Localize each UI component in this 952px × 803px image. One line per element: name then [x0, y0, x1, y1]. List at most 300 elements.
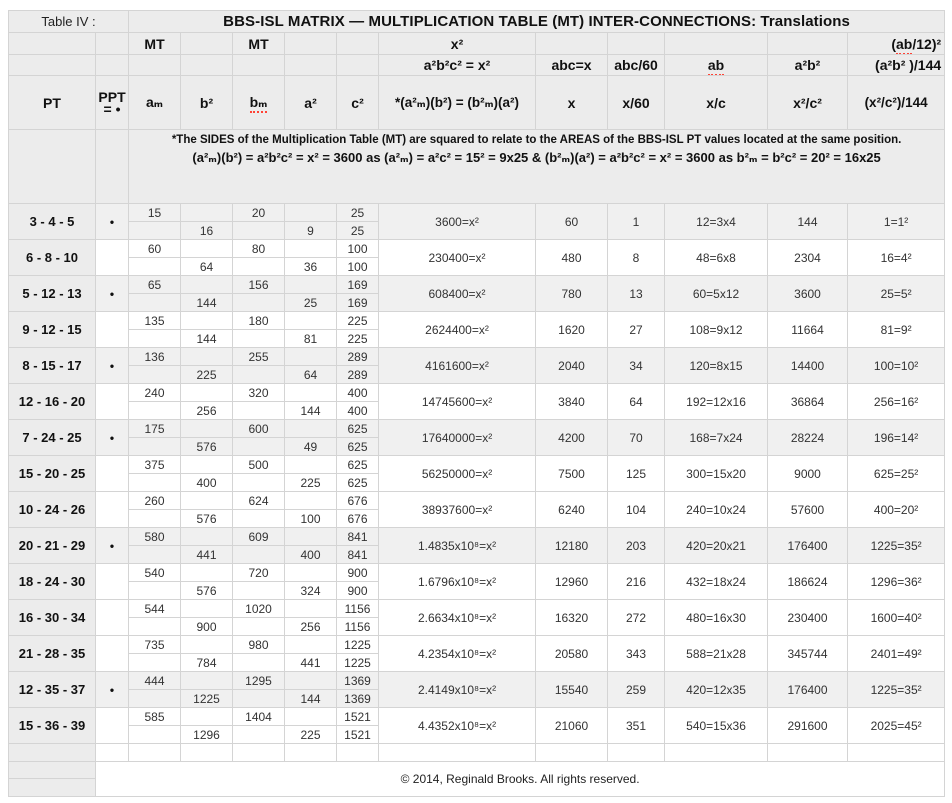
col-header-formula: *(a²ₘ)(b²) = (b²ₘ)(a²) — [379, 76, 536, 130]
pt-label-cell: 12 - 35 - 37 — [9, 672, 96, 708]
bm-empty-cell — [233, 366, 285, 384]
spacer-row — [9, 744, 945, 762]
x2-value-cell: 2.6634x10⁸=x² — [379, 600, 536, 636]
empty-header-cell — [233, 55, 285, 76]
col-header-a2: a² — [285, 76, 337, 130]
b2-empty-cell — [181, 600, 233, 618]
empty-header-cell — [181, 55, 233, 76]
bm-value-cell: 80 — [233, 240, 285, 258]
ppt-dot-cell — [96, 636, 129, 672]
c2-value-cell: 900 — [337, 564, 379, 582]
x2-value-cell: 3600=x² — [379, 204, 536, 240]
x-value-cell: 4200 — [536, 420, 608, 456]
square-value-cell: 400=20² — [848, 492, 945, 528]
col-header-xc: x/c — [665, 76, 768, 130]
x2c2-value-cell: 28224 — [768, 420, 848, 456]
x2c2-value-cell: 14400 — [768, 348, 848, 384]
col-header-x60: x/60 — [608, 76, 665, 130]
pt-label-cell: 20 - 21 - 29 — [9, 528, 96, 564]
b2-value-cell: 441 — [181, 546, 233, 564]
formula-subheader-ab — [665, 55, 768, 76]
x-value-cell: 12960 — [536, 564, 608, 600]
pt-label-cell: 15 - 20 - 25 — [9, 456, 96, 492]
xc-value-cell: 480=16x30 — [665, 600, 768, 636]
x60-value-cell: 34 — [608, 348, 665, 384]
x2c2-value-cell: 345744 — [768, 636, 848, 672]
am-empty-cell — [129, 402, 181, 420]
b2-value-cell: 576 — [181, 510, 233, 528]
x2c2-value-cell: 9000 — [768, 456, 848, 492]
x2c2-value-cell: 144 — [768, 204, 848, 240]
formula-subheader-a2b2: a²b² — [768, 55, 848, 76]
xc-value-cell: 192=12x16 — [665, 384, 768, 420]
bm-value-cell: 720 — [233, 564, 285, 582]
empty-header-cell — [337, 33, 379, 55]
a2-value-cell: 225 — [285, 474, 337, 492]
empty-header-cell — [96, 130, 129, 204]
am-empty-cell — [129, 618, 181, 636]
ppt-dot-cell — [96, 456, 129, 492]
b2-value-cell: 1296 — [181, 726, 233, 744]
b2-empty-cell — [181, 384, 233, 402]
bm-value-cell: 255 — [233, 348, 285, 366]
a2-empty-cell — [285, 564, 337, 582]
x-value-cell: 1620 — [536, 312, 608, 348]
b2-value-cell: 784 — [181, 654, 233, 672]
am-empty-cell — [129, 258, 181, 276]
b2-empty-cell — [181, 528, 233, 546]
bm-value-cell: 1295 — [233, 672, 285, 690]
x60-value-cell: 64 — [608, 384, 665, 420]
c2-value-cell: 169 — [337, 276, 379, 294]
col-header-x: x — [536, 76, 608, 130]
bm-value-cell: 609 — [233, 528, 285, 546]
c2-value-cell: 400 — [337, 384, 379, 402]
am-value-cell: 260 — [129, 492, 181, 510]
a2-value-cell: 36 — [285, 258, 337, 276]
copyright-notice: © 2014, Reginald Brooks. All rights reserved. — [96, 762, 945, 797]
square-value-cell: 1=1² — [848, 204, 945, 240]
am-value-cell: 580 — [129, 528, 181, 546]
bm-value-cell: 156 — [233, 276, 285, 294]
a2-empty-cell — [285, 672, 337, 690]
b2-empty-cell — [181, 708, 233, 726]
c2-value-cell: 289 — [337, 348, 379, 366]
pt-label-cell: 12 - 16 - 20 — [9, 384, 96, 420]
x2c2-value-cell: 176400 — [768, 672, 848, 708]
am-value-cell: 444 — [129, 672, 181, 690]
am-value-cell: 136 — [129, 348, 181, 366]
ppt-dot-cell — [96, 240, 129, 276]
am-value-cell: 375 — [129, 456, 181, 474]
am-value-cell: 65 — [129, 276, 181, 294]
square-value-cell: 25=5² — [848, 276, 945, 312]
footnote-line2: (a²ₘ)(b²) = a²b²c² = x² = 3600 as (a²ₘ) = a²c² = 15² = 9x25 & (b²ₘ)(a²) = a²b²c² = x² = 3600 as b²ₘ = b²c² = 20² = 16x25 — [192, 150, 881, 165]
square-value-cell: 1296=36² — [848, 564, 945, 600]
x60-value-cell: 272 — [608, 600, 665, 636]
b2-value-cell: 144 — [181, 294, 233, 312]
am-empty-cell — [129, 654, 181, 672]
c2-value-cell: 1156 — [337, 600, 379, 618]
x-value-cell: 15540 — [536, 672, 608, 708]
a2-empty-cell — [285, 240, 337, 258]
spacer-cell — [379, 744, 536, 762]
empty-header-cell — [9, 130, 96, 204]
xc-value-cell: 120=8x15 — [665, 348, 768, 384]
a2-value-cell: 400 — [285, 546, 337, 564]
square-value-cell: 196=14² — [848, 420, 945, 456]
x60-value-cell: 104 — [608, 492, 665, 528]
spacer-cell — [181, 744, 233, 762]
table-body — [9, 204, 945, 744]
square-value-cell: 1225=35² — [848, 528, 945, 564]
bm-empty-cell — [233, 474, 285, 492]
x-value-cell: 60 — [536, 204, 608, 240]
b2-value-cell: 576 — [181, 438, 233, 456]
spacer-cell — [285, 744, 337, 762]
b2-empty-cell — [181, 312, 233, 330]
c2-value-cell: 100 — [337, 240, 379, 258]
ppt-dot-cell — [96, 492, 129, 528]
bm-empty-cell — [233, 330, 285, 348]
bm-value-cell: 600 — [233, 420, 285, 438]
ppt-dot-cell: • — [96, 276, 129, 312]
x60-value-cell: 1 — [608, 204, 665, 240]
x60-value-cell: 13 — [608, 276, 665, 312]
ppt-dot-cell — [96, 600, 129, 636]
b2-empty-cell — [181, 564, 233, 582]
bm-empty-cell — [233, 546, 285, 564]
formula-subheader-x: abc=x — [536, 55, 608, 76]
x60-value-cell: 216 — [608, 564, 665, 600]
bm-value-cell: 1020 — [233, 600, 285, 618]
a2-empty-cell — [285, 384, 337, 402]
b2-empty-cell — [181, 276, 233, 294]
a2-empty-cell — [285, 204, 337, 222]
bm-empty-cell — [233, 726, 285, 744]
c2-value-cell: 1369 — [337, 690, 379, 708]
x-value-cell: 3840 — [536, 384, 608, 420]
x2c2-value-cell: 230400 — [768, 600, 848, 636]
am-value-cell: 735 — [129, 636, 181, 654]
x-value-cell: 12180 — [536, 528, 608, 564]
am-empty-cell — [129, 510, 181, 528]
xc-value-cell: 420=20x21 — [665, 528, 768, 564]
spellcheck-squiggle: ab — [708, 57, 724, 76]
xc-value-cell: 300=15x20 — [665, 456, 768, 492]
c2-value-cell: 225 — [337, 312, 379, 330]
x60-value-cell: 203 — [608, 528, 665, 564]
spacer-cell — [129, 744, 181, 762]
b2-value-cell: 144 — [181, 330, 233, 348]
a2-value-cell: 81 — [285, 330, 337, 348]
a2-value-cell: 9 — [285, 222, 337, 240]
a2-empty-cell — [285, 276, 337, 294]
col-header-c2: c² — [337, 76, 379, 130]
x2-value-cell: 2.4149x10⁸=x² — [379, 672, 536, 708]
spacer-cell — [536, 744, 608, 762]
spellcheck-squiggle: ab — [896, 36, 912, 55]
ppt-dot-cell: • — [96, 348, 129, 384]
a2-empty-cell — [285, 492, 337, 510]
col-header-bm — [233, 76, 285, 130]
table-label: Table IV : — [9, 11, 129, 33]
am-value-cell: 540 — [129, 564, 181, 582]
empty-header-cell — [285, 55, 337, 76]
mt-group-header-bm: MT — [233, 33, 285, 55]
a2-empty-cell — [285, 708, 337, 726]
bm-value-cell: 624 — [233, 492, 285, 510]
bm-empty-cell — [233, 402, 285, 420]
footnote-line1: *The SIDES of the Multiplication Table (MT) are squared to relate to the AREAS of the BBS-ISL PT values located at the same position. — [171, 134, 902, 146]
col-header-b2: b² — [181, 76, 233, 130]
ppt-dot-cell: • — [96, 420, 129, 456]
table-header — [9, 11, 945, 204]
spacer-cell — [768, 744, 848, 762]
x2-value-cell: 230400=x² — [379, 240, 536, 276]
a2-empty-cell — [285, 636, 337, 654]
c2-value-cell: 1521 — [337, 708, 379, 726]
c2-value-cell: 841 — [337, 528, 379, 546]
pt-label-cell: 15 - 36 - 39 — [9, 708, 96, 744]
bm-value-cell: 180 — [233, 312, 285, 330]
x60-value-cell: 343 — [608, 636, 665, 672]
col-header-am: aₘ — [129, 76, 181, 130]
spacer-cell — [665, 744, 768, 762]
x2c2-value-cell: 2304 — [768, 240, 848, 276]
x2c2-value-cell: 36864 — [768, 384, 848, 420]
square-value-cell: 81=9² — [848, 312, 945, 348]
spacer-cell — [233, 744, 285, 762]
b2-empty-cell — [181, 636, 233, 654]
c2-value-cell: 225 — [337, 330, 379, 348]
square-value-cell: 1225=35² — [848, 672, 945, 708]
b2-value-cell: 900 — [181, 618, 233, 636]
bm-empty-cell — [233, 294, 285, 312]
square-value-cell: 2025=45² — [848, 708, 945, 744]
pt-label-cell: 10 - 24 - 26 — [9, 492, 96, 528]
bm-empty-cell — [233, 438, 285, 456]
empty-header-cell — [536, 33, 608, 55]
c2-value-cell: 625 — [337, 456, 379, 474]
am-empty-cell — [129, 330, 181, 348]
a2-empty-cell — [285, 312, 337, 330]
x-value-cell: 20580 — [536, 636, 608, 672]
square-value-cell: 100=10² — [848, 348, 945, 384]
x2c2-value-cell: 57600 — [768, 492, 848, 528]
bm-empty-cell — [233, 258, 285, 276]
c2-value-cell: 400 — [337, 402, 379, 420]
x60-value-cell: 125 — [608, 456, 665, 492]
c2-value-cell: 900 — [337, 582, 379, 600]
empty-header-cell — [9, 33, 96, 55]
xc-value-cell: 12=3x4 — [665, 204, 768, 240]
mt-table — [8, 10, 945, 797]
empty-header-cell — [96, 33, 129, 55]
am-empty-cell — [129, 546, 181, 564]
b2-value-cell: 16 — [181, 222, 233, 240]
bm-value-cell: 500 — [233, 456, 285, 474]
empty-header-cell — [665, 33, 768, 55]
bm-value-cell: 320 — [233, 384, 285, 402]
spacer-cell — [608, 744, 665, 762]
square-value-cell: 625=25² — [848, 456, 945, 492]
xc-value-cell: 588=21x28 — [665, 636, 768, 672]
page-title: BBS-ISL MATRIX — MULTIPLICATION TABLE (MT) INTER-CONNECTIONS: Translations — [129, 11, 945, 33]
a2-empty-cell — [285, 348, 337, 366]
xc-value-cell: 432=18x24 — [665, 564, 768, 600]
square-value-cell: 2401=49² — [848, 636, 945, 672]
a2-value-cell: 64 — [285, 366, 337, 384]
x2-value-cell: 17640000=x² — [379, 420, 536, 456]
xc-value-cell: 168=7x24 — [665, 420, 768, 456]
x-value-cell: 7500 — [536, 456, 608, 492]
x-value-cell: 780 — [536, 276, 608, 312]
spacer-cell — [848, 744, 945, 762]
bm-empty-cell — [233, 582, 285, 600]
a2-value-cell: 144 — [285, 402, 337, 420]
am-value-cell: 240 — [129, 384, 181, 402]
c2-value-cell: 676 — [337, 510, 379, 528]
am-empty-cell — [129, 726, 181, 744]
col-header-x2c2: x²/c² — [768, 76, 848, 130]
am-empty-cell — [129, 582, 181, 600]
x2-value-cell: 4.2354x10⁸=x² — [379, 636, 536, 672]
am-empty-cell — [129, 222, 181, 240]
empty-header-cell — [181, 33, 233, 55]
x2-value-cell: 4161600=x² — [379, 348, 536, 384]
c2-value-cell: 100 — [337, 258, 379, 276]
a2-value-cell: 225 — [285, 726, 337, 744]
xc-value-cell: 540=15x36 — [665, 708, 768, 744]
c2-value-cell: 169 — [337, 294, 379, 312]
xc-value-cell: 240=10x24 — [665, 492, 768, 528]
mt-group-header-am: MT — [129, 33, 181, 55]
table-footer-section — [9, 744, 945, 797]
x60-value-cell: 70 — [608, 420, 665, 456]
square-value-cell: 1600=40² — [848, 600, 945, 636]
a2-value-cell: 100 — [285, 510, 337, 528]
x2-value-cell: 608400=x² — [379, 276, 536, 312]
empty-header-cell — [768, 33, 848, 55]
b2-value-cell: 1225 — [181, 690, 233, 708]
pt-label-cell: 9 - 12 - 15 — [9, 312, 96, 348]
c2-value-cell: 841 — [337, 546, 379, 564]
ppt-dot-cell: • — [96, 204, 129, 240]
x2-value-cell: 14745600=x² — [379, 384, 536, 420]
b2-empty-cell — [181, 348, 233, 366]
pt-label-cell: 7 - 24 - 25 — [9, 420, 96, 456]
empty-header-cell — [285, 33, 337, 55]
pt-label-cell: 3 - 4 - 5 — [9, 204, 96, 240]
x2-group-header: x² — [379, 33, 536, 55]
a2-value-cell: 49 — [285, 438, 337, 456]
c2-value-cell: 1225 — [337, 636, 379, 654]
formula-subheader-x2: a²b²c² = x² — [379, 55, 536, 76]
x-value-cell: 2040 — [536, 348, 608, 384]
x2c2-value-cell: 176400 — [768, 528, 848, 564]
spacer-cell — [337, 744, 379, 762]
x-value-cell: 16320 — [536, 600, 608, 636]
bm-empty-cell — [233, 654, 285, 672]
am-value-cell: 15 — [129, 204, 181, 222]
spacer-cell — [96, 744, 129, 762]
pt-label-cell: 21 - 28 - 35 — [9, 636, 96, 672]
formula-subheader-last: (a²b² )/144 — [848, 55, 945, 76]
x60-value-cell: 259 — [608, 672, 665, 708]
bm-empty-cell — [233, 690, 285, 708]
empty-header-cell — [129, 55, 181, 76]
am-empty-cell — [129, 690, 181, 708]
pt-label-cell: 16 - 30 - 34 — [9, 600, 96, 636]
x-value-cell: 21060 — [536, 708, 608, 744]
xc-value-cell: 420=12x35 — [665, 672, 768, 708]
am-empty-cell — [129, 474, 181, 492]
x2c2-value-cell: 186624 — [768, 564, 848, 600]
ppt-dot-cell: • — [96, 528, 129, 564]
xc-value-cell: 108=9x12 — [665, 312, 768, 348]
spellcheck-squiggle: bₘ — [250, 94, 268, 113]
ppt-dot-cell: • — [96, 672, 129, 708]
b2-value-cell: 576 — [181, 582, 233, 600]
am-empty-cell — [129, 366, 181, 384]
empty-header-cell — [337, 55, 379, 76]
x2-value-cell: 56250000=x² — [379, 456, 536, 492]
b2-empty-cell — [181, 240, 233, 258]
am-empty-cell — [129, 294, 181, 312]
am-value-cell: 60 — [129, 240, 181, 258]
ppt-dot-cell — [96, 384, 129, 420]
a2-empty-cell — [285, 600, 337, 618]
a2-value-cell: 25 — [285, 294, 337, 312]
b2-empty-cell — [181, 420, 233, 438]
footnote-cell — [129, 130, 945, 204]
col-header-pt: PT — [9, 76, 96, 130]
b2-empty-cell — [181, 492, 233, 510]
spacer-cell — [9, 744, 96, 762]
b2-value-cell: 225 — [181, 366, 233, 384]
ppt-dot-cell — [96, 564, 129, 600]
xc-value-cell: 48=6x8 — [665, 240, 768, 276]
footer-left-cell — [9, 779, 96, 797]
x2-value-cell: 2624400=x² — [379, 312, 536, 348]
c2-value-cell: 25 — [337, 222, 379, 240]
x-value-cell: 480 — [536, 240, 608, 276]
square-value-cell: 256=16² — [848, 384, 945, 420]
x60-value-cell: 351 — [608, 708, 665, 744]
square-value-cell: 16=4² — [848, 240, 945, 276]
x2-value-cell: 1.4835x10⁸=x² — [379, 528, 536, 564]
c2-value-cell: 1369 — [337, 672, 379, 690]
bm-empty-cell — [233, 618, 285, 636]
x2-value-cell: 1.6796x10⁸=x² — [379, 564, 536, 600]
c2-value-cell: 625 — [337, 420, 379, 438]
am-value-cell: 135 — [129, 312, 181, 330]
b2-empty-cell — [181, 204, 233, 222]
b2-value-cell: 256 — [181, 402, 233, 420]
c2-value-cell: 1156 — [337, 618, 379, 636]
col-header-ppt: PPT = • — [96, 76, 129, 130]
x60-value-cell: 8 — [608, 240, 665, 276]
c2-value-cell: 289 — [337, 366, 379, 384]
x2c2-value-cell: 11664 — [768, 312, 848, 348]
bm-value-cell: 1404 — [233, 708, 285, 726]
a2-empty-cell — [285, 420, 337, 438]
x2c2-value-cell: 3600 — [768, 276, 848, 312]
x2c2-value-cell: 291600 — [768, 708, 848, 744]
c2-value-cell: 1225 — [337, 654, 379, 672]
xc-value-cell: 60=5x12 — [665, 276, 768, 312]
